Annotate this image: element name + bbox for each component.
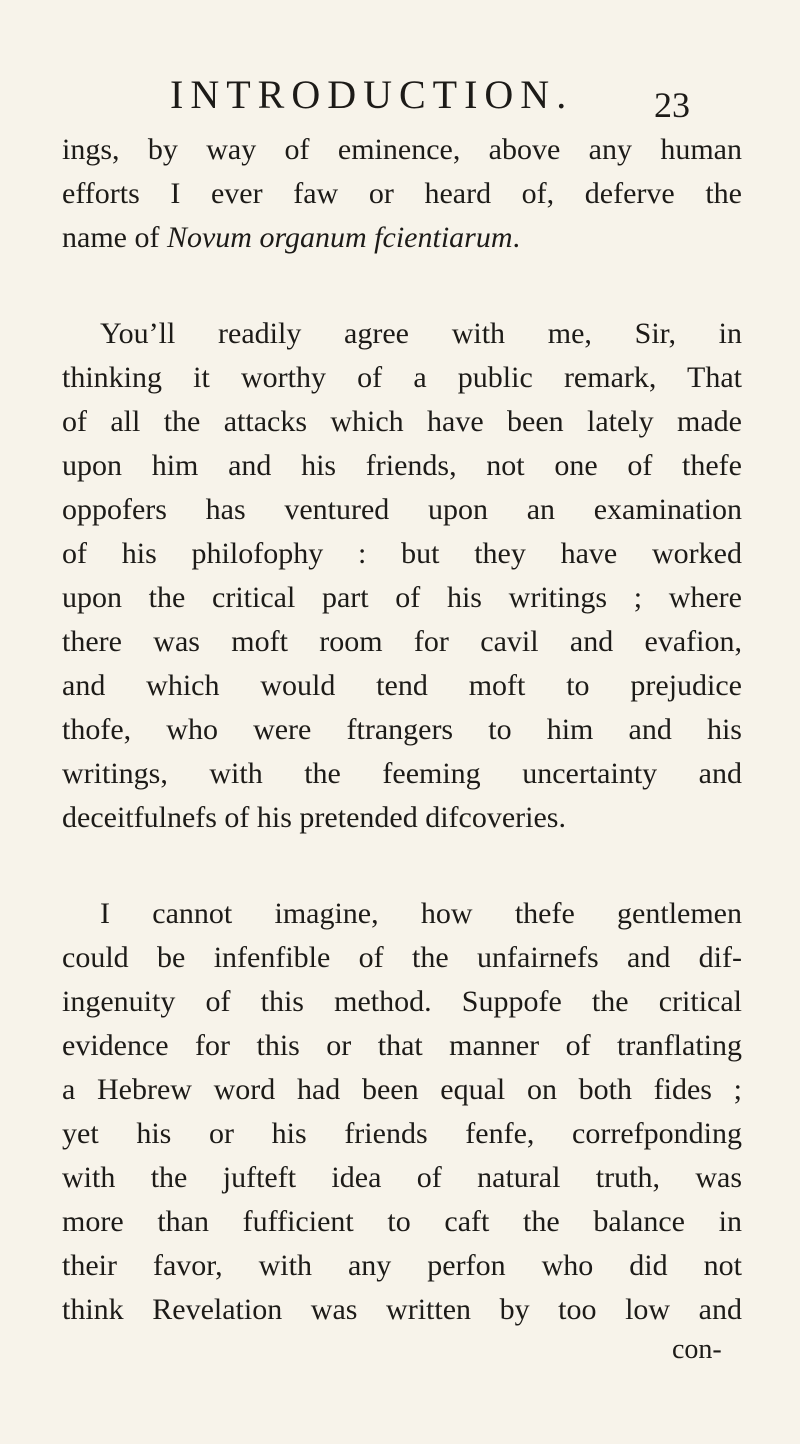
text-line: of all the attacks which have been lately made (62, 405, 742, 438)
paragraph-gap (62, 840, 742, 892)
text-line (62, 216, 742, 260)
text-line: deceitfulnefs of his pretended difcoveries. (62, 801, 566, 834)
text-line: You’ll readily agree with me, Sir, in (100, 317, 742, 350)
chapter-title: INTRODUCTION. (170, 72, 574, 117)
text-line: their favor, with any perfon who did not (62, 1249, 742, 1282)
body-text (62, 128, 742, 1332)
text-line: upon him and his friends, not one of thefe (62, 449, 742, 482)
text-line: of his philofophy : but they have worked (62, 537, 742, 570)
paragraph-gap (62, 260, 742, 312)
catchword: con- (672, 1334, 722, 1365)
text-line: efforts I ever faw or heard of, deferve the (62, 177, 742, 210)
text-line: ingenuity of this method. Suppofe the critical (62, 985, 742, 1018)
running-head (170, 70, 690, 125)
paragraph-1 (62, 128, 742, 260)
book-title-italic: Novum organum fcientiarum (166, 221, 513, 254)
text-line: thofe, who were ftrangers to him and his (62, 713, 742, 746)
text-line: more than fufficient to caft the balance in (62, 1205, 742, 1238)
text-line: ings, by way of eminence, above any human (62, 133, 742, 166)
text-line: and which would tend moft to prejudice (62, 669, 742, 702)
page-number: 23 (654, 85, 690, 125)
text-line: oppofers has ventured upon an examination (62, 493, 742, 526)
paragraph-3 (62, 892, 742, 1332)
text-fragment: . (512, 221, 520, 254)
text-line: evidence for this or that manner of tranflating (62, 1029, 742, 1062)
text-line: with the jufteft idea of natural truth, was (62, 1161, 742, 1194)
text-line: think Revelation was written by too low and (62, 1293, 742, 1326)
text-line: yet his or his friends fenfe, correfponding (62, 1117, 742, 1150)
text-line: thinking it worthy of a public remark, That (62, 361, 742, 394)
text-line: a Hebrew word had been equal on both fides ; (62, 1073, 742, 1106)
text-line: I cannot imagine, how thefe gentlemen (100, 897, 742, 930)
paragraph-2 (62, 312, 742, 840)
text-fragment: name of (62, 221, 167, 254)
text-line: upon the critical part of his writings ; where (62, 581, 742, 614)
text-line: writings, with the feeming uncertainty and (62, 757, 742, 790)
text-line: there was moft room for cavil and evafion, (62, 625, 742, 658)
text-line: could be infenfible of the unfairnefs and dif- (62, 941, 742, 974)
